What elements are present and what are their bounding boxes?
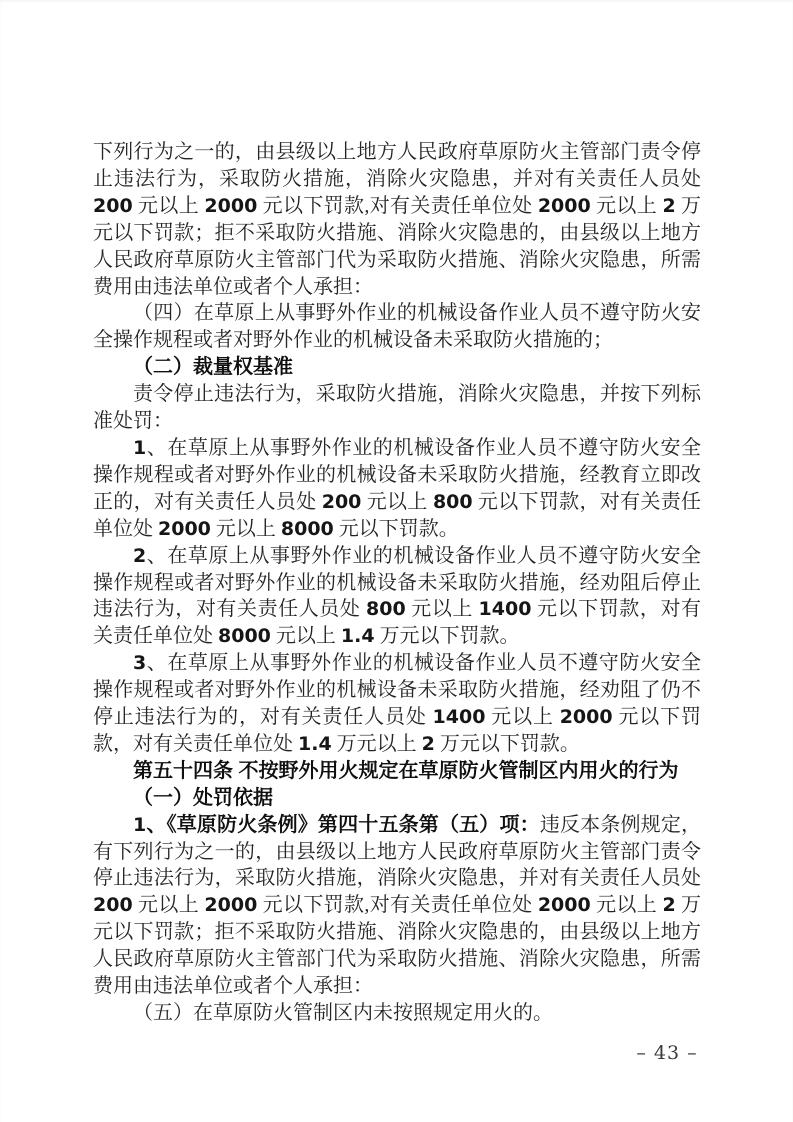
- paragraph: [93, 300, 701, 354]
- text-run: 元以下罚款,对有关责任单位处: [257, 194, 538, 217]
- paragraph: [93, 785, 701, 812]
- paragraph: [93, 139, 701, 300]
- number-run: 800: [432, 490, 473, 513]
- text-run: 、在草原上从事野外作业的机械设备作业人员不遵守防火安全操作规程或者对野外作业的机械设备未采取防火措施，经劝阻了仍不停止违法行为的，对有关责任人员处: [93, 652, 701, 729]
- number-run: 2: [662, 194, 676, 217]
- number-run: 200: [93, 894, 133, 917]
- text-run: 元以下罚款,对有关责任单位处: [257, 894, 538, 917]
- number-run: 2: [662, 894, 676, 917]
- text-run: 元以上: [590, 194, 663, 217]
- number-run: 1.4: [298, 732, 332, 755]
- paragraph: [93, 1000, 701, 1027]
- text-run: 元以上: [270, 625, 341, 648]
- text-run: 万元以下罚款；拒不采取防火措施、消除火灾隐患的，由县级以上地方人民政府草原防火主管部门代为采取防火措施、消除火灾隐患，所需费用由违法单位或者个人承担：: [93, 194, 702, 298]
- text-run: 万元以下罚款。: [434, 732, 580, 755]
- number-run: 2: [133, 544, 147, 567]
- paragraph: [93, 435, 701, 543]
- document-body: [93, 139, 701, 1027]
- text-run: （五）在草原防火管制区内未按照规定用火的。: [133, 1002, 553, 1024]
- text-run: 元以上: [132, 894, 205, 917]
- text-run: 元以下罚款。: [333, 517, 459, 540]
- bold-text-run: 1: [133, 813, 147, 836]
- number-run: 2000: [559, 706, 613, 729]
- text-run: 元以上: [405, 598, 479, 621]
- bold-text-run: （二）裁量权基准: [133, 356, 293, 379]
- number-run: 2000: [537, 894, 591, 917]
- number-run: 2000: [537, 194, 591, 217]
- text-run: 责令停止违法行为，采取防火措施，消除火灾隐患，并按下列标准处罚：: [93, 383, 701, 433]
- number-run: 800: [366, 598, 406, 621]
- paragraph: [93, 650, 701, 758]
- paragraph: [93, 758, 701, 785]
- text-run: 、在草原上从事野外作业的机械设备作业人员不遵守防火安全操作规程或者对野外作业的机械设备未采取防火措施，经教育立即改正的，对有关责任人员处: [93, 436, 701, 513]
- text-run: 万元以下罚款。: [374, 625, 520, 648]
- text-run: 元以上: [361, 490, 433, 513]
- number-run: 1: [133, 436, 147, 459]
- text-run: （四）在草原上从事野外作业的机械设备作业人员不遵守防火安全操作规程或者对野外作业的机械设备未采取防火措施的；: [93, 302, 701, 352]
- paragraph: [93, 812, 701, 1000]
- number-run: 1400: [432, 706, 486, 729]
- text-run: 元以下罚款，对有关责任单位处: [93, 598, 702, 648]
- text-run: 元以上: [590, 894, 663, 917]
- text-run: 下列行为之一的，由县级以上地方人民政府草原防火主管部门责令停止违法行为，采取防火措施，消除火灾隐患，并对有关责任人员处: [93, 141, 701, 190]
- text-run: 违反本条例规定，有下列行为之一的，由县级以上地方人民政府草原防火主管部门责令停止违法行为，采取防火措施，消除火灾隐患，并对有关责任人员处: [93, 813, 702, 890]
- paragraph: [93, 381, 701, 435]
- number-run: 1.4: [340, 625, 375, 648]
- number-run: 8000: [218, 625, 271, 648]
- number-run: 200: [93, 194, 133, 217]
- number-run: 2000: [204, 194, 258, 217]
- page-number: – 43 –: [636, 1042, 698, 1064]
- text-run: 万元以上: [331, 732, 422, 755]
- text-run: 、在草原上从事野外作业的机械设备作业人员不遵守防火安全操作规程或者对野外作业的机械设备未采取防火措施，经劝阻后停止违法行为，对有关责任人员处: [93, 544, 701, 621]
- bold-text-run: （一）处罚依据: [133, 786, 273, 809]
- text-run: 元以下罚款，对有关责任单位处: [93, 490, 702, 540]
- paragraph: [93, 354, 701, 381]
- number-run: 2000: [158, 517, 211, 540]
- text-run: 元以上: [485, 706, 560, 729]
- number-run: 2: [421, 732, 435, 755]
- text-run: 万元以下罚款；拒不采取防火措施、消除火灾隐患的，由县级以上地方人民政府草原防火主管部门代为采取防火措施、消除火灾隐患，所需费用由违法单位或者个人承担：: [93, 894, 702, 998]
- text-run: 元以上: [132, 194, 205, 217]
- number-run: 8000: [280, 517, 334, 540]
- number-run: 1400: [478, 598, 532, 621]
- paragraph: [93, 543, 701, 651]
- text-run: 元以下罚款，对有关责任单位处: [93, 706, 702, 755]
- number-run: 200: [321, 490, 362, 513]
- text-run: 元以上: [210, 517, 281, 540]
- number-run: 3: [133, 652, 147, 675]
- bold-text-run: 第五十四条 不按野外用火规定在草原防火管制区内用火的行为: [133, 759, 679, 782]
- bold-text-run: 、《草原防火条例》第四十五条第（五）项：: [146, 813, 540, 836]
- number-run: 2000: [204, 894, 258, 917]
